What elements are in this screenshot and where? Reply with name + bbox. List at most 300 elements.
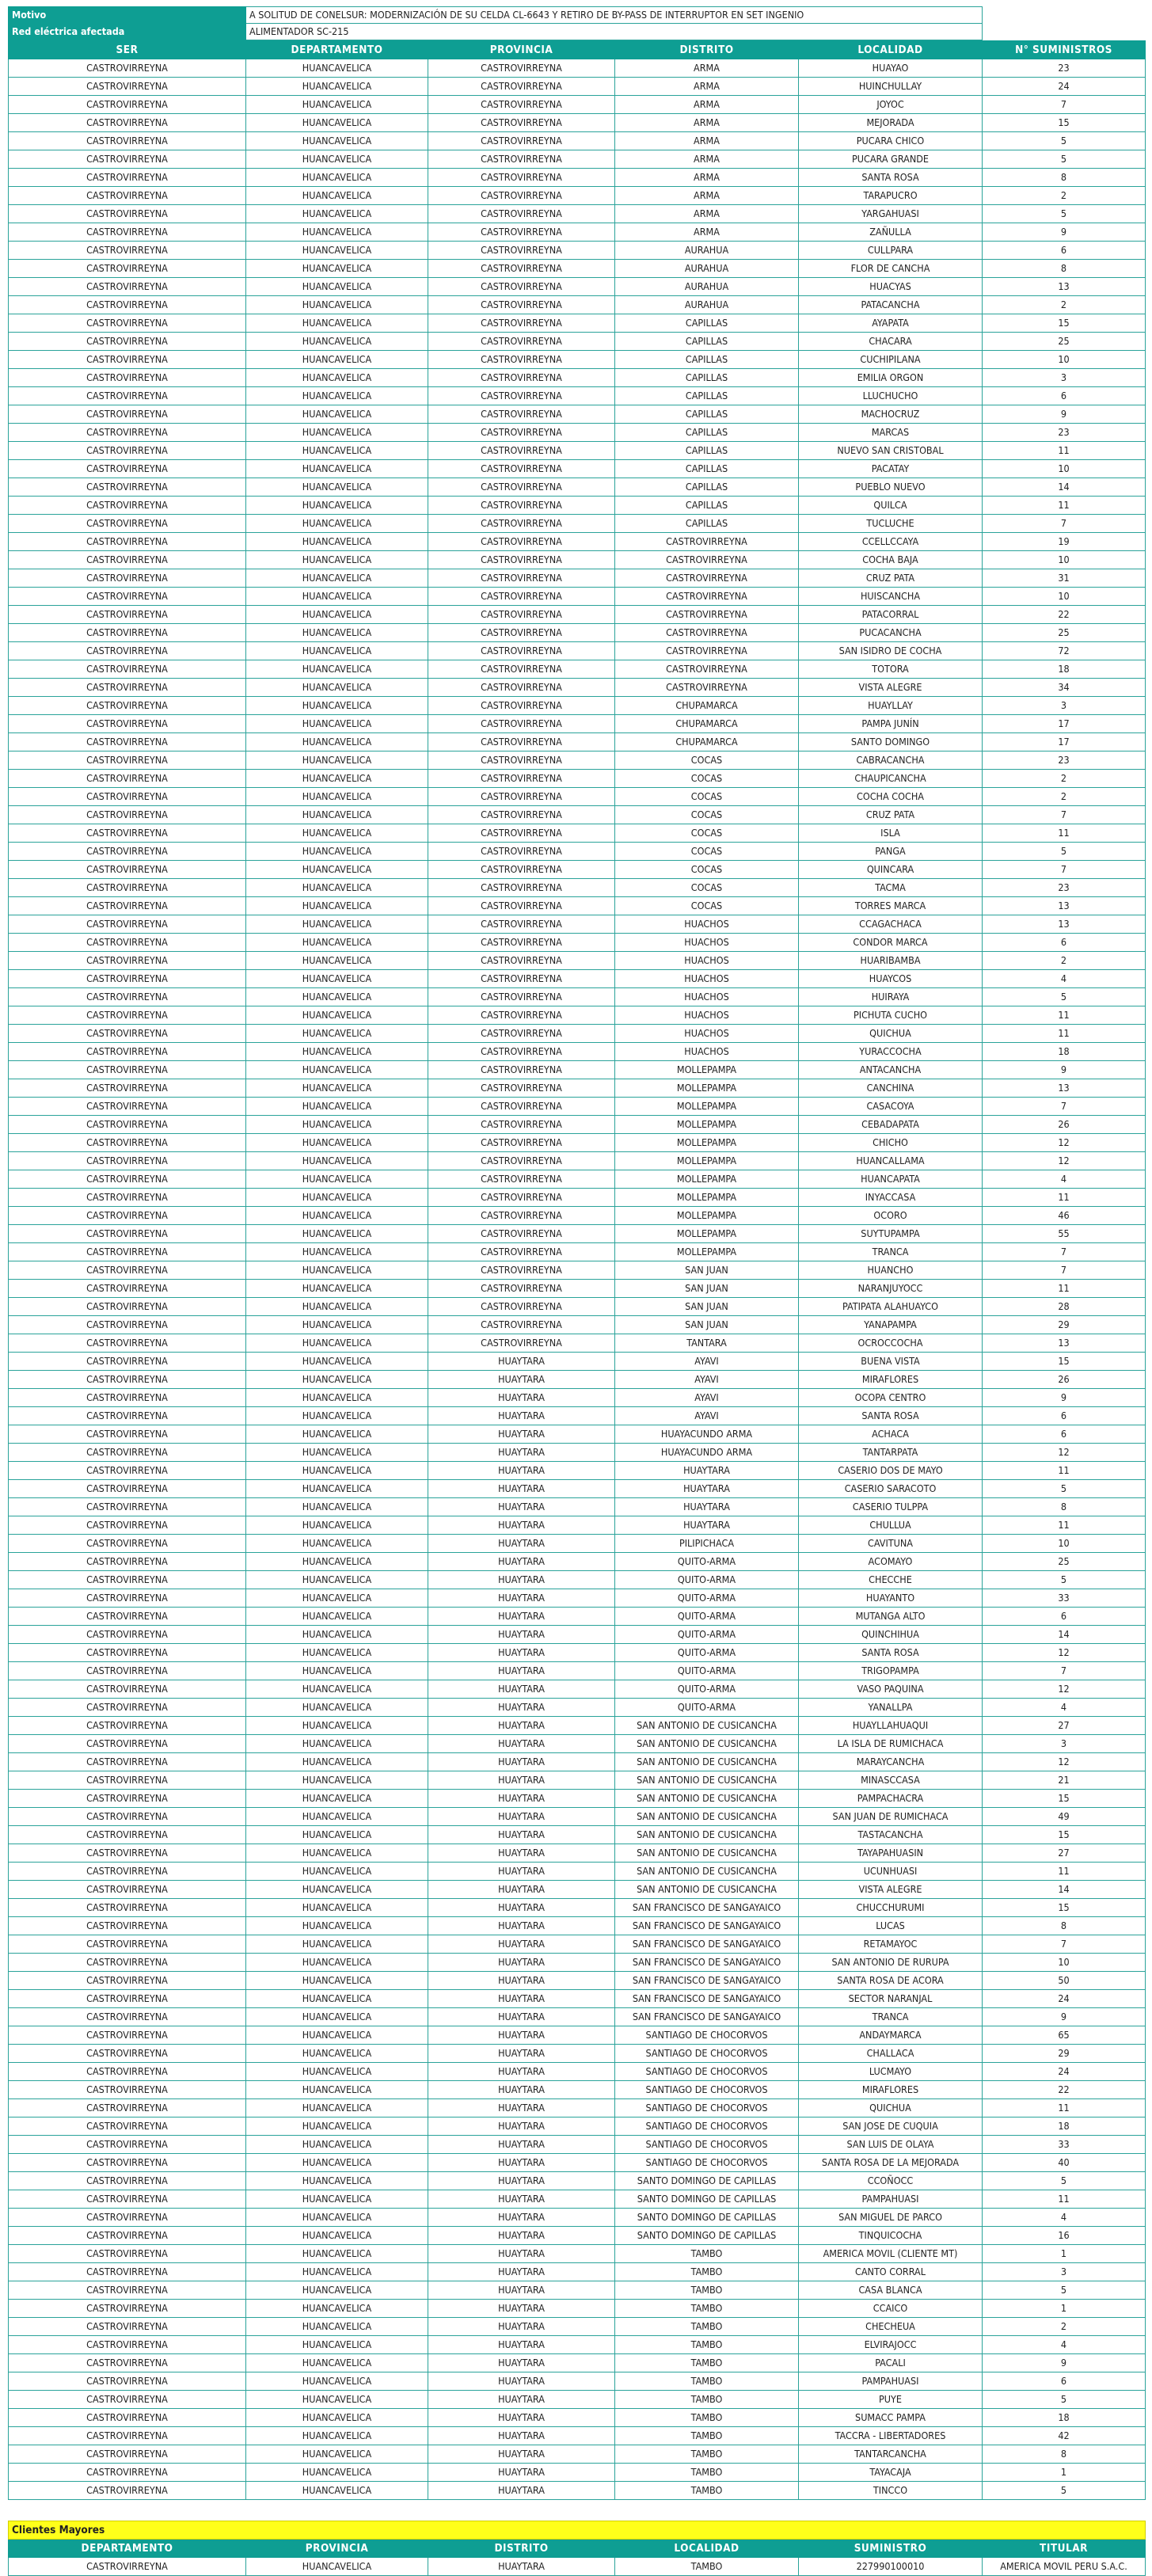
table-cell: HUANCAVELICA [246, 351, 428, 369]
table-cell: CEBADAPATA [799, 1116, 983, 1134]
table-row [9, 2227, 1146, 2245]
table-cell: HUACHOS [615, 934, 799, 952]
table-cell: CASTROVIRREYNA [9, 1589, 246, 1608]
table-cell: 24 [983, 2063, 1146, 2081]
table-cell: HUAYTARA [428, 1626, 615, 1644]
table-cell: 13 [983, 1334, 1146, 1353]
table-cell: 2 [983, 952, 1146, 970]
table-row [9, 1881, 1146, 1899]
table-cell: SANTIAGO DE CHOCORVOS [615, 2026, 799, 2045]
table-cell: 7 [983, 861, 1146, 879]
table-cell: HUAYTARA [428, 2281, 615, 2300]
table-row [9, 2318, 1146, 2336]
table-cell: HUAYTARA [428, 1881, 615, 1899]
table-cell: CASTROVIRREYNA [9, 1207, 246, 1225]
table-cell: 9 [983, 1061, 1146, 1079]
table-cell: 29 [983, 1316, 1146, 1334]
table-cell: CHUPAMARCA [615, 697, 799, 715]
table-row [9, 2099, 1146, 2117]
table-cell: PATACORRAL [799, 606, 983, 624]
table-cell: 10 [983, 460, 1146, 478]
table-row [9, 1735, 1146, 1753]
table-cell: 31 [983, 569, 1146, 588]
table-cell: CASTROVIRREYNA [428, 114, 615, 132]
table-cell: HUANCAVELICA [246, 1261, 428, 1280]
table-cell: YANALLPA [799, 1699, 983, 1717]
table-cell: SAN JUAN [615, 1298, 799, 1316]
table-cell: CASTROVIRREYNA [9, 915, 246, 934]
table-cell: 3 [983, 369, 1146, 387]
table-cell: CASTROVIRREYNA [615, 624, 799, 642]
table-cell: CASTROVIRREYNA [9, 1480, 246, 1498]
table-row [9, 1407, 1146, 1425]
table-row [9, 1334, 1146, 1353]
table-cell: MINASCCASA [799, 1771, 983, 1790]
table-cell: 6 [983, 934, 1146, 952]
table-cell: 65 [983, 2026, 1146, 2045]
table-row [9, 1170, 1146, 1189]
table-cell: 7 [983, 1098, 1146, 1116]
table-cell: HUANCAVELICA [246, 1425, 428, 1444]
table-cell: CASTROVIRREYNA [9, 697, 246, 715]
table-cell: 7 [983, 515, 1146, 533]
table-cell: HUANCAVELICA [246, 1079, 428, 1098]
table-row [9, 1699, 1146, 1717]
table-cell: MOLLEPAMPA [615, 1134, 799, 1152]
table-cell: HUAYTARA [615, 1498, 799, 1516]
table-row [9, 1116, 1146, 1134]
table-cell: HUAYTARA [428, 1771, 615, 1790]
table-cell: CASTROVIRREYNA [9, 296, 246, 314]
table-cell: MOLLEPAMPA [615, 1079, 799, 1098]
table-cell: NARANJUYOCC [799, 1280, 983, 1298]
table-cell: CASA BLANCA [799, 2281, 983, 2300]
table-cell: CHICHO [799, 1134, 983, 1152]
table-cell: 23 [983, 424, 1146, 442]
table-row [9, 1990, 1146, 2008]
table-cell: HUANCAVELICA [246, 1571, 428, 1589]
table-cell: HUANCAVELICA [246, 952, 428, 970]
table-cell: CASTROVIRREYNA [428, 1280, 615, 1298]
table-cell: CASTROVIRREYNA [428, 1334, 615, 1353]
table-cell: 23 [983, 59, 1146, 78]
table-cell: HUANCAVELICA [246, 405, 428, 424]
table-cell: CASTROVIRREYNA [9, 934, 246, 952]
table-row [9, 642, 1146, 660]
table-cell: 49 [983, 1808, 1146, 1826]
table-cell: HUANCAVELICA [246, 187, 428, 205]
cm-col-header-suministro: SUMINISTRO [799, 2540, 983, 2558]
table-cell: 5 [983, 2281, 1146, 2300]
table-cell: 11 [983, 1189, 1146, 1207]
table-cell: ARMA [615, 187, 799, 205]
clientes-mayores-body [9, 2558, 1146, 2576]
table-cell: CASTROVIRREYNA [9, 2227, 246, 2245]
table-cell: PANGA [799, 843, 983, 861]
table-cell: HUANCAVELICA [246, 1006, 428, 1025]
table-row [9, 1243, 1146, 1261]
table-cell: CASTROVIRREYNA [9, 1863, 246, 1881]
table-cell: 22 [983, 606, 1146, 624]
table-cell: CASTROVIRREYNA [428, 1116, 615, 1134]
table-cell: TORRES MARCA [799, 897, 983, 915]
table-cell: HUANCAVELICA [246, 806, 428, 824]
table-cell: CASTROVIRREYNA [9, 132, 246, 150]
table-cell: CASTROVIRREYNA [9, 879, 246, 897]
table-cell: CAPILLAS [615, 369, 799, 387]
table-cell: AURAHUA [615, 242, 799, 260]
table-cell: CASTROVIRREYNA [428, 169, 615, 187]
table-cell: HUANCAVELICA [246, 1608, 428, 1626]
table-cell: HUAYTARA [428, 1480, 615, 1498]
table-cell: HUAYTARA [428, 1899, 615, 1917]
table-cell: SANTA ROSA [799, 1407, 983, 1425]
table-cell: CASTROVIRREYNA [9, 1954, 246, 1972]
table-cell: HUANCAVELICA [246, 2464, 428, 2482]
table-cell: LLUCHUCHO [799, 387, 983, 405]
table-row [9, 1353, 1146, 1371]
table-cell: HUANCAVELICA [246, 1935, 428, 1954]
table-cell: HUAYTARA [428, 2227, 615, 2245]
table-row [9, 606, 1146, 624]
table-cell: TANTARPATA [799, 1444, 983, 1462]
table-cell: SAN FRANCISCO DE SANGAYAICO [615, 1899, 799, 1917]
table-cell: 19 [983, 533, 1146, 551]
table-cell: SAN FRANCISCO DE SANGAYAICO [615, 2008, 799, 2026]
table-cell: CASTROVIRREYNA [428, 1261, 615, 1280]
table-row [9, 2445, 1146, 2464]
table-row [9, 515, 1146, 533]
table-cell: HUANCAVELICA [246, 606, 428, 624]
table-cell: 14 [983, 1881, 1146, 1899]
table-cell: CASTROVIRREYNA [428, 551, 615, 569]
table-cell: CASTROVIRREYNA [9, 2063, 246, 2081]
table-cell: SAN FRANCISCO DE SANGAYAICO [615, 1935, 799, 1954]
table-cell: CASTROVIRREYNA [428, 697, 615, 715]
table-cell: CASTROVIRREYNA [428, 442, 615, 460]
table-cell: HUANCAVELICA [246, 2281, 428, 2300]
table-cell: 10 [983, 551, 1146, 569]
table-cell: MOLLEPAMPA [615, 1152, 799, 1170]
table-cell: CASTROVIRREYNA [9, 1189, 246, 1207]
table-cell: ARMA [615, 223, 799, 242]
table-cell: 15 [983, 1353, 1146, 1371]
table-cell: 13 [983, 1079, 1146, 1098]
table-cell: 12 [983, 1152, 1146, 1170]
table-cell: CAPILLAS [615, 333, 799, 351]
table-cell: HUAYTARA [428, 2245, 615, 2263]
table-cell: CAPILLAS [615, 424, 799, 442]
table-cell: 46 [983, 1207, 1146, 1225]
table-cell: MIRAFLORES [799, 2081, 983, 2099]
table-cell: EMILIA ORGON [799, 369, 983, 387]
table-cell: ARMA [615, 114, 799, 132]
table-cell: CASTROVIRREYNA [428, 897, 615, 915]
table-row [9, 879, 1146, 897]
table-cell: CCOÑOCC [799, 2172, 983, 2190]
table-cell: HUANCAVELICA [246, 2026, 428, 2045]
table-cell: 9 [983, 2008, 1146, 2026]
table-cell: HUANCAVELICA [246, 861, 428, 879]
table-row [9, 551, 1146, 569]
table-cell: CASTROVIRREYNA [428, 242, 615, 260]
table-row [9, 2482, 1146, 2500]
table-cell: CASTROVIRREYNA [428, 497, 615, 515]
table-cell: 5 [983, 2391, 1146, 2409]
table-row [9, 260, 1146, 278]
table-cell: HUAYTARA [428, 1389, 615, 1407]
table-cell: CHULLUA [799, 1516, 983, 1535]
table-cell: HUAYTARA [428, 1444, 615, 1462]
table-cell: CASTROVIRREYNA [9, 715, 246, 733]
table-cell: CASTROVIRREYNA [9, 2263, 246, 2281]
table-cell: TAMBO [615, 2558, 799, 2576]
table-cell: HUANCAVELICA [246, 515, 428, 533]
table-cell: CASTROVIRREYNA [615, 679, 799, 697]
table-cell: PUEBLO NUEVO [799, 478, 983, 497]
table-row [9, 2008, 1146, 2026]
table-cell: HUAYTARA [428, 1535, 615, 1553]
table-cell: CASTROVIRREYNA [9, 1935, 246, 1954]
table-cell: HUANCAVELICA [246, 1899, 428, 1917]
table-cell: 26 [983, 1371, 1146, 1389]
table-row [9, 861, 1146, 879]
table-cell: HUAYLLAHUAQUI [799, 1717, 983, 1735]
table-row [9, 1189, 1146, 1207]
table-cell: CASTROVIRREYNA [428, 424, 615, 442]
table-cell: HUANCAVELICA [246, 205, 428, 223]
table-cell: CASTROVIRREYNA [428, 1298, 615, 1316]
table-cell: CASTROVIRREYNA [615, 642, 799, 660]
table-cell: HUAYTARA [428, 1826, 615, 1844]
table-cell: CASTROVIRREYNA [9, 1043, 246, 1061]
table-cell: CASTROVIRREYNA [428, 988, 615, 1006]
table-cell: TACMA [799, 879, 983, 897]
table-cell: HUANCAVELICA [246, 1353, 428, 1371]
table-cell: CASTROVIRREYNA [9, 2045, 246, 2063]
table-cell: HUANCAVELICA [246, 2190, 428, 2209]
table-cell: HUANCAVELICA [246, 478, 428, 497]
table-row [9, 497, 1146, 515]
table-cell: HUAYTARA [615, 1516, 799, 1535]
table-cell: CASERIO TULPPA [799, 1498, 983, 1516]
table-cell: CHUPAMARCA [615, 733, 799, 751]
table-cell: 33 [983, 1589, 1146, 1608]
table-cell: HUAYTARA [428, 2427, 615, 2445]
table-cell: HUANCAVELICA [246, 2245, 428, 2263]
table-cell: HUAYTARA [428, 1553, 615, 1571]
table-cell: CASTROVIRREYNA [9, 2117, 246, 2136]
table-cell: CASTROVIRREYNA [615, 606, 799, 624]
table-cell: HUANCAVELICA [246, 1243, 428, 1261]
table-cell: HUACYAS [799, 278, 983, 296]
table-cell: CASTROVIRREYNA [9, 1626, 246, 1644]
table-row [9, 1061, 1146, 1079]
table-cell: QUITO-ARMA [615, 1589, 799, 1608]
table-row [9, 1662, 1146, 1680]
table-cell: HUAYTARA [428, 1516, 615, 1535]
table-cell: HUAYTARA [428, 2391, 615, 2409]
table-cell: CASTROVIRREYNA [428, 642, 615, 660]
table-cell: SAN ANTONIO DE CUSICANCHA [615, 1881, 799, 1899]
table-cell: CASTROVIRREYNA [428, 751, 615, 770]
table-cell: HUANCAVELICA [246, 1189, 428, 1207]
table-cell: HUANCAVELICA [246, 1881, 428, 1899]
table-cell: 18 [983, 2117, 1146, 2136]
table-cell: HUANCALLAMA [799, 1152, 983, 1170]
table-cell: HUAYTARA [428, 1935, 615, 1954]
table-cell: CASTROVIRREYNA [9, 1316, 246, 1334]
table-cell: CASTROVIRREYNA [428, 679, 615, 697]
table-row [9, 333, 1146, 351]
table-cell: CASTROVIRREYNA [9, 679, 246, 697]
table-cell: CAPILLAS [615, 515, 799, 533]
table-cell: 7 [983, 806, 1146, 824]
table-cell: HUANCAVELICA [246, 2354, 428, 2372]
table-cell: QUINCHIHUA [799, 1626, 983, 1644]
table-cell: CASACOYA [799, 1098, 983, 1116]
table-row [9, 205, 1146, 223]
table-cell: HUANCAVELICA [246, 1954, 428, 1972]
table-cell: SAN MIGUEL DE PARCO [799, 2209, 983, 2227]
table-cell: HUAYTARA [428, 2372, 615, 2391]
table-cell: 6 [983, 242, 1146, 260]
table-cell: CASTROVIRREYNA [428, 824, 615, 843]
table-cell: CASTROVIRREYNA [9, 2445, 246, 2464]
table-cell: CASTROVIRREYNA [9, 369, 246, 387]
table-cell: CASTROVIRREYNA [9, 2154, 246, 2172]
table-cell: TAMBO [615, 2427, 799, 2445]
table-row [9, 915, 1146, 934]
table-cell: HUANCAVELICA [246, 733, 428, 751]
table-cell: HUANCAVELICA [246, 569, 428, 588]
table-cell: LUCAS [799, 1917, 983, 1935]
table-row [9, 2136, 1146, 2154]
table-cell: CASTROVIRREYNA [428, 460, 615, 478]
table-cell: CRUZ PATA [799, 806, 983, 824]
table-cell: ARMA [615, 169, 799, 187]
table-cell: HUAYTARA [428, 1753, 615, 1771]
cm-col-header-localidad: LOCALIDAD [615, 2540, 799, 2558]
cm-col-header-titular: TITULAR [983, 2540, 1146, 2558]
table-row [9, 788, 1146, 806]
table-cell: AYAVI [615, 1353, 799, 1371]
table-cell: QUITO-ARMA [615, 1608, 799, 1626]
table-cell: MOLLEPAMPA [615, 1116, 799, 1134]
table-cell: 25 [983, 333, 1146, 351]
table-cell: AMERICA MOVIL (CLIENTE MT) [799, 2245, 983, 2263]
table-cell: CASTROVIRREYNA [428, 843, 615, 861]
table-row [9, 478, 1146, 497]
table-cell: SAN JUAN [615, 1280, 799, 1298]
table-cell: 11 [983, 1863, 1146, 1881]
table-cell: 13 [983, 278, 1146, 296]
table-cell: HUANCAVELICA [246, 1972, 428, 1990]
table-cell: HUANCAVELICA [246, 278, 428, 296]
table-cell: CASTROVIRREYNA [9, 223, 246, 242]
table-cell: SANTO DOMINGO [799, 733, 983, 751]
table-cell: 72 [983, 642, 1146, 660]
table-cell: CASTROVIRREYNA [9, 278, 246, 296]
table-cell: HUAYTARA [428, 2263, 615, 2281]
table-cell: TRANCA [799, 2008, 983, 2026]
table-cell: 1 [983, 2464, 1146, 2482]
table-cell: CASTROVIRREYNA [428, 1098, 615, 1116]
table-cell: CASTROVIRREYNA [9, 1334, 246, 1353]
table-cell: CASTROVIRREYNA [9, 1680, 246, 1699]
table-cell: CASTROVIRREYNA [9, 843, 246, 861]
table-cell: CASTROVIRREYNA [428, 150, 615, 169]
table-cell: CASTROVIRREYNA [9, 351, 246, 369]
table-cell: HUANCAVELICA [246, 551, 428, 569]
table-cell: CASTROVIRREYNA [9, 2172, 246, 2190]
table-cell: 3 [983, 697, 1146, 715]
table-cell: VASO PAQUINA [799, 1680, 983, 1699]
table-row [9, 952, 1146, 970]
table-cell: CASTROVIRREYNA [428, 970, 615, 988]
table-cell: HUANCAVELICA [246, 2372, 428, 2391]
table-cell: CASTROVIRREYNA [9, 1498, 246, 1516]
table-cell: HUAYTARA [428, 2099, 615, 2117]
table-cell: TRIGOPAMPA [799, 1662, 983, 1680]
table-cell: JOYOC [799, 96, 983, 114]
table-cell: SAN FRANCISCO DE SANGAYAICO [615, 1917, 799, 1935]
table-row [9, 2209, 1146, 2227]
table-cell: CASTROVIRREYNA [428, 660, 615, 679]
table-cell: HUANCAVELICA [246, 697, 428, 715]
table-cell: AURAHUA [615, 278, 799, 296]
table-cell: HUANCAVELICA [246, 460, 428, 478]
table-cell: SAN LUIS DE OLAYA [799, 2136, 983, 2154]
table-cell: CHUPAMARCA [615, 715, 799, 733]
table-cell: HUANCAVELICA [246, 260, 428, 278]
table-cell: HUANCAVELICA [246, 1535, 428, 1553]
table-cell: VISTA ALEGRE [799, 1881, 983, 1899]
table-cell: HUAYTARA [428, 1717, 615, 1735]
table-cell: 4 [983, 2336, 1146, 2354]
table-cell: HUAYTARA [428, 1498, 615, 1516]
table-cell: CASTROVIRREYNA [9, 1808, 246, 1826]
table-cell: CASTROVIRREYNA [9, 533, 246, 551]
table-cell: CASTROVIRREYNA [9, 114, 246, 132]
table-cell: CAPILLAS [615, 497, 799, 515]
table-cell: 13 [983, 897, 1146, 915]
table-row [9, 2245, 1146, 2263]
table-cell: 12 [983, 1134, 1146, 1152]
table-cell: 11 [983, 2190, 1146, 2209]
table-cell: HUACHOS [615, 915, 799, 934]
table-row [9, 1480, 1146, 1498]
table-row [9, 114, 1146, 132]
table-cell: 29 [983, 2045, 1146, 2063]
table-cell: CASTROVIRREYNA [9, 405, 246, 424]
table-cell: HUAYTARA [428, 1844, 615, 1863]
table-row [9, 2154, 1146, 2172]
table-cell: 11 [983, 1462, 1146, 1480]
table-cell: MOLLEPAMPA [615, 1189, 799, 1207]
table-cell: PAMPA JUNÍN [799, 715, 983, 733]
suministros-header-row [9, 41, 1146, 59]
table-row [9, 1680, 1146, 1699]
table-cell: SAN ANTONIO DE RURUPA [799, 1954, 983, 1972]
table-cell: CONDOR MARCA [799, 934, 983, 952]
table-cell: ARMA [615, 78, 799, 96]
table-cell: 5 [983, 2482, 1146, 2500]
table-row [9, 1425, 1146, 1444]
table-cell: YARGAHUASI [799, 205, 983, 223]
table-cell: HUAYTARA [428, 1662, 615, 1680]
table-cell: 4 [983, 1699, 1146, 1717]
